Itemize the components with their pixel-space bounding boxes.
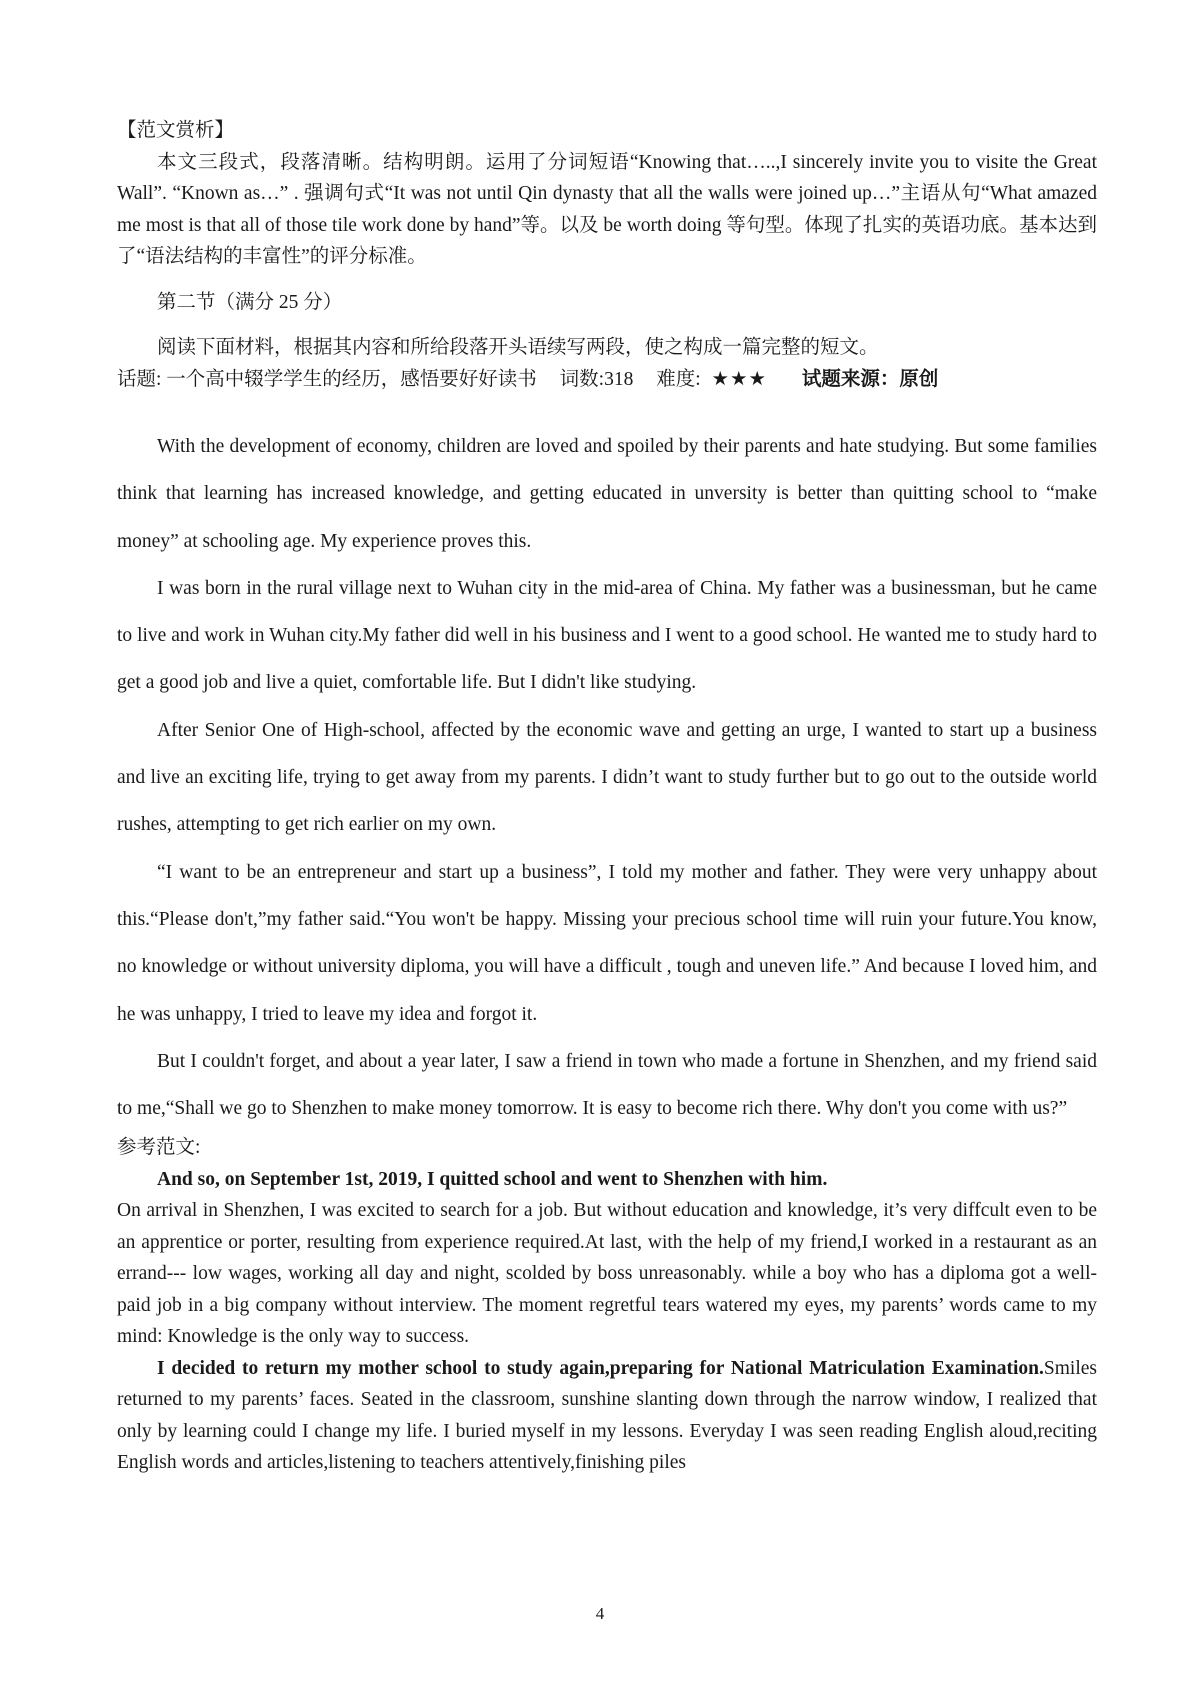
reference-essay xyxy=(117,1132,1097,1479)
meta-word-count: 词数:318 xyxy=(559,368,634,390)
page-number: 4 xyxy=(595,1604,605,1623)
meta-topic: 话题: 一个高中辍学学生的经历，感悟要好好读书 xyxy=(117,368,537,390)
analysis-section xyxy=(117,115,1097,273)
reference-opening-1: And so, on September 1st, 2019, I quitted school and went to Shenzhen with him. xyxy=(157,1168,828,1190)
section-title: 第二节（满分 25 分） xyxy=(157,291,343,313)
story-paragraph: But I couldn't forget, and about a year later, I saw a friend in town who made a fortune in Shenzhen, and my friend said to me,“Shall we go to Shenzhen to make money tomorrow. It is easy to become rich there. Why don't you come with us?” xyxy=(117,1050,1097,1120)
analysis-text: 本文三段式，段落清晰。结构明朗。运用了分词短语“Knowing that…..,I sincerely invite you to visite the Great Wall”. “Known as…” . 强调句式“It was not until Qin dynasty that all the walls were joined up…”主语从句“What amazed me most is that all of those tile work done by hand”等。以及 be worth doing 等句型。体现了扎实的英语功底。基本达到了“语法结构的丰富性”的评分标准。 xyxy=(117,151,1097,267)
difficulty-stars: ★★★ xyxy=(711,368,767,390)
reference-paragraph-2-text: Smiles returned to my parents’ faces. Seated in the classroom, sunshine slanting down through the narrow window, I realized that only by learning could I change my life. I buried myself in my lessons. Everyday I was seen reading English aloud,reciting English words and articles,listening to teachers attentively,finishing piles xyxy=(117,1357,1097,1474)
meta-difficulty-label: 难度: xyxy=(656,368,701,390)
story-paragraph: After Senior One of High-school, affected by the economic wave and getting an urge, I wanted to start up a business and live an exciting life, trying to get away from my parents. I didn’t want to study further but to go out to the outside world rushes, attempting to get rich earlier on my own. xyxy=(117,719,1097,836)
reference-opening-2: I decided to return my mother school to study again,preparing for National Matriculation Examination. xyxy=(157,1357,1044,1379)
story-paragraph: With the development of economy, children are loved and spoiled by their parents and hate studying. But some families think that learning has increased knowledge, and getting educated in unversity is better than quitting school to “make money” at schooling age. My experience proves this. xyxy=(117,436,1097,552)
analysis-heading: 【范文赏析】 xyxy=(117,120,235,141)
meta-source: 试题来源：原创 xyxy=(801,368,939,390)
story-paragraph: I was born in the rural village next to Wuhan city in the mid-area of China. My father was a businessman, but he came to live and work in Wuhan city.My father did well in his business and I went to a good school. He wanted me to study hard to get a good job and live a quiet, comfortable life. But I didn't like studying. xyxy=(117,577,1097,694)
document-page xyxy=(117,115,1097,1479)
meta-row xyxy=(117,364,1097,396)
reference-label: 参考范文: xyxy=(117,1137,201,1159)
story-paragraph: “I want to be an entrepreneur and start up a business”, I told my mother and father. They were very unhappy about this.“Please don't,”my father said.“You won't be happy. Missing your precious school time will ruin your future.You know, no knowledge or without university diploma, you will have a difficult , tough and uneven life.” And because I loved him, and he was unhappy, I tried to leave my idea and forgot it. xyxy=(117,861,1097,1025)
reference-paragraph-1: On arrival in Shenzhen, I was excited to search for a job. But without education and knowledge, it’s very diffcult even to be an apprentice or porter, resulting from experience required.At last, with the help of my friend,I worked in a restaurant as an errand--- low wages, working all day and night, scolded by boss unreasonably. while a boy who has a diploma got a well-paid job in a big company without interview. The moment regretful tears watered my eyes, my parents’ words came to my mind: Knowledge is the only way to success. xyxy=(117,1200,1097,1348)
section-instruction: 阅读下面材料，根据其内容和所给段落开头语续写两段，使之构成一篇完整的短文。 xyxy=(157,337,879,358)
reference-paragraph-2 xyxy=(117,1353,1097,1479)
story-text xyxy=(117,423,1097,1132)
